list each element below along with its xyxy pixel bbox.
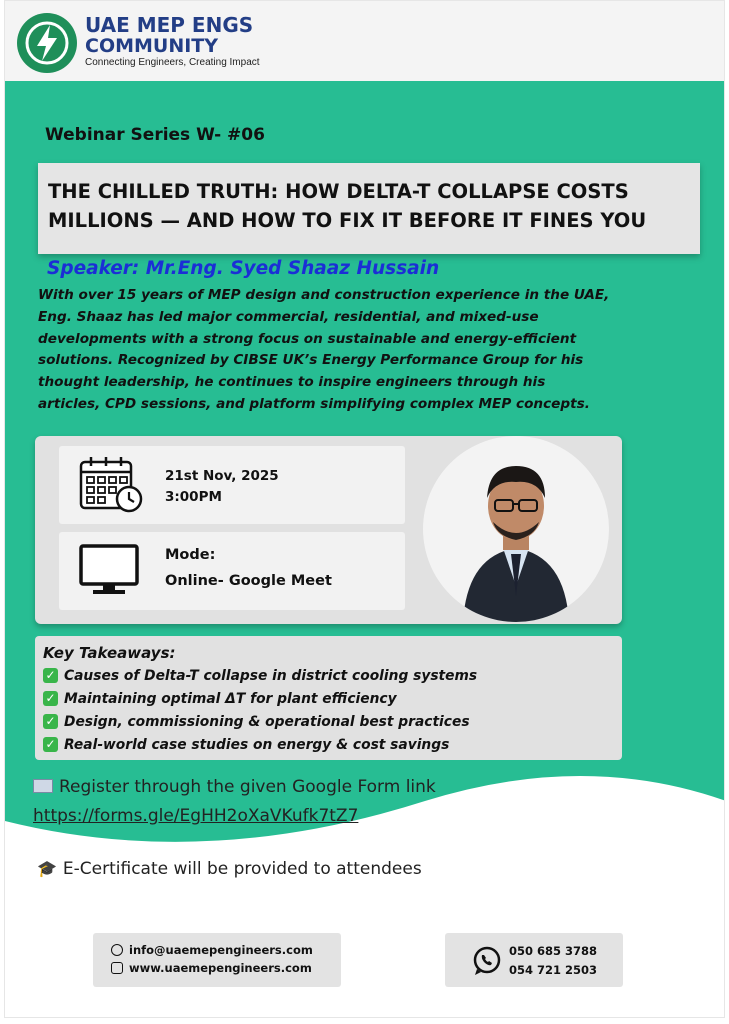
register-text: Register through the given Google Form link	[59, 777, 436, 797]
email-row	[111, 943, 313, 957]
date-card	[59, 446, 405, 524]
webinar-title-box	[38, 163, 700, 254]
graduation-cap-icon: 🎓	[37, 859, 57, 878]
checkmark-icon: ✓	[43, 737, 58, 752]
contact-web-box	[93, 933, 341, 987]
monitor-icon	[79, 542, 141, 598]
event-date: 21st Nov, 2025	[165, 468, 279, 484]
bio-line: solutions. Recognized by CIBSE UK’s Energy Performance Group for his	[38, 352, 584, 369]
brand-name-line2: COMMUNITY	[85, 35, 219, 57]
mode-value: Online- Google Meet	[165, 573, 332, 589]
phone-number-1[interactable]: 050 685 3788	[509, 944, 598, 958]
mode-label: Mode:	[165, 547, 216, 563]
website-row	[111, 961, 312, 975]
contact-phone-box	[445, 933, 623, 987]
envelope-icon	[33, 779, 53, 793]
certificate-text: E-Certificate will be provided to attendees	[62, 859, 422, 879]
bio-line: Eng. Shaaz has led major commercial, residential, and mixed-use	[38, 308, 539, 325]
logo-icon	[17, 13, 77, 73]
takeaways-heading: Key Takeaways:	[43, 644, 176, 662]
checkmark-icon: ✓	[43, 668, 58, 683]
list-item	[43, 664, 622, 687]
email-text[interactable]: info@uaemepengineers.com	[129, 943, 313, 957]
checkmark-icon: ✓	[43, 714, 58, 729]
brand-tagline: Connecting Engineers, Creating Impact	[85, 57, 260, 68]
speaker-name: Speaker: Mr.Eng. Syed Shaaz Hussain	[47, 258, 440, 279]
mail-icon	[111, 962, 123, 974]
google-form-link[interactable]: https://forms.gle/EgHH2oXaVKufk7tZ7	[33, 806, 359, 826]
bio-line: articles, CPD sessions, and platform simplifying complex MEP concepts.	[38, 395, 590, 412]
speaker-bio	[38, 285, 718, 416]
event-mode	[165, 542, 332, 594]
webinar-title-line1: THE CHILLED TRUTH: HOW DELTA-T COLLAPSE COSTS	[48, 180, 629, 203]
webinar-title-line2: MILLIONS — AND HOW TO FIX IT BEFORE IT FINES YOU	[48, 209, 647, 232]
bio-line: thought leadership, he continues to inspire engineers through his	[38, 374, 546, 391]
calendar-icon	[79, 456, 145, 514]
certificate-line	[37, 859, 422, 879]
mode-card	[59, 532, 405, 610]
takeaway-text: Design, commissioning & operational best practices	[64, 713, 470, 730]
webinar-poster	[4, 0, 725, 1018]
website-text[interactable]: www.uaemepengineers.com	[129, 961, 312, 975]
bio-line: developments with a strong focus on sustainable and energy-efficient	[38, 330, 577, 347]
whatsapp-icon	[471, 945, 503, 977]
list-item	[43, 733, 622, 756]
list-item	[43, 710, 622, 733]
takeaway-text: Causes of Delta-T collapse in district cooling systems	[64, 667, 478, 684]
header	[5, 1, 724, 81]
event-datetime	[165, 466, 279, 508]
list-item	[43, 687, 622, 710]
phone-number-2[interactable]: 054 721 2503	[509, 963, 598, 977]
webinar-series-label: Webinar Series W- #06	[45, 125, 265, 145]
bio-line: With over 15 years of MEP design and construction experience in the UAE,	[38, 287, 610, 303]
checkmark-icon: ✓	[43, 691, 58, 706]
speaker-photo	[423, 436, 609, 622]
event-info-panel	[35, 436, 622, 624]
event-time: 3:00PM	[165, 489, 222, 505]
at-icon	[111, 944, 123, 956]
register-line	[33, 777, 436, 797]
key-takeaways-box	[35, 636, 622, 760]
takeaway-text: Real-world case studies on energy & cost savings	[64, 736, 450, 753]
takeaway-text: Maintaining optimal ΔT for plant efficiency	[64, 690, 397, 707]
brand-name-line1: UAE MEP ENGS	[85, 13, 254, 37]
